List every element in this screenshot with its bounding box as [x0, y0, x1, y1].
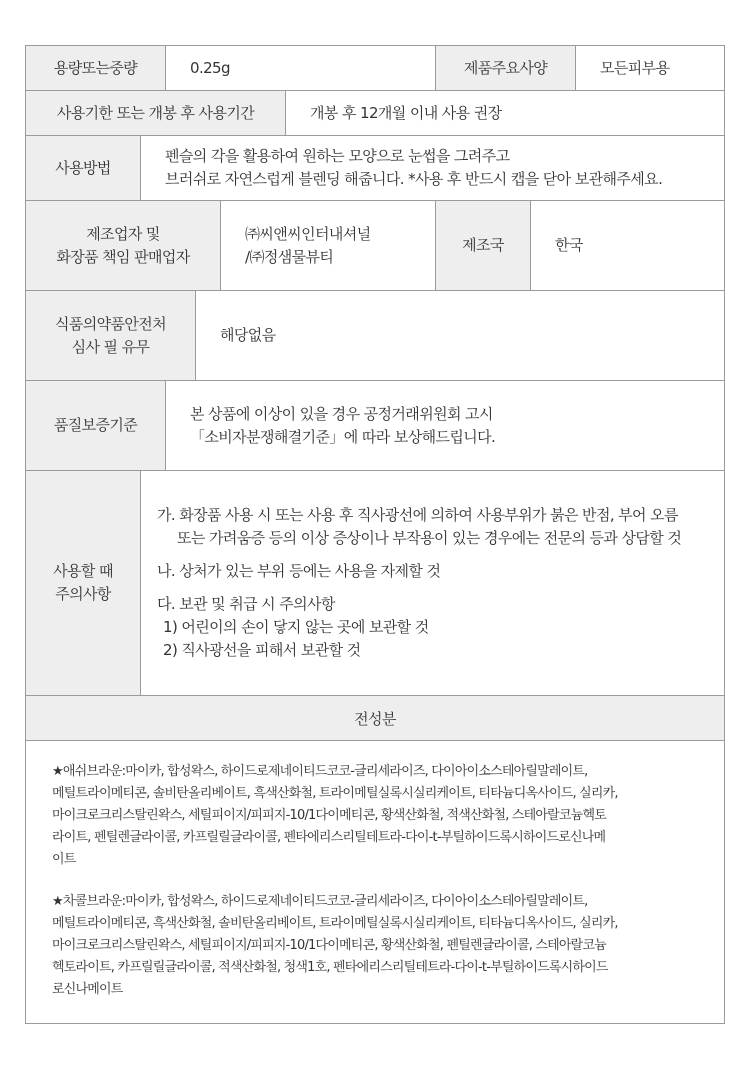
quality-line: 「소비자분쟁해결기준」에 따라 보상해드립니다. — [190, 427, 496, 446]
caution-label — [26, 471, 141, 695]
caution-item-c — [157, 593, 429, 662]
capacity-value: 0.25g — [166, 46, 436, 90]
caution-line: 가. 화장품 사용 시 또는 사용 후 직사광선에 의하여 사용부위가 붉은 반점, 부어 오름 — [157, 506, 678, 524]
manufacturer-line: /㈜정샘물뷰티 — [245, 247, 334, 266]
expiry-value: 개봉 후 12개월 이내 사용 권장 — [310, 103, 502, 122]
quality-label: 품질보증기준 — [26, 381, 166, 470]
manufacturer-value — [221, 201, 436, 290]
ingredients-ash-brown — [52, 761, 724, 871]
row-quality — [26, 381, 724, 471]
caution-value — [141, 471, 724, 695]
label-line: 주의사항 — [55, 585, 111, 603]
ingredient-line: 라이트, 펜틸렌글라이콜, 카프릴릴글라이콜, 펜타에리스리틸테트라-다이-t-부틸하이드록시하이드로신나메 — [52, 830, 606, 845]
ingredient-line: 로신나메이트 — [52, 982, 123, 997]
caution-line: 다. 보관 및 취급 시 주의사항 — [157, 595, 335, 613]
ingredients-list — [26, 741, 724, 1024]
usage-line: 펜슬의 각을 활용하여 원하는 모양으로 눈썹을 그려주고 — [165, 147, 510, 165]
usage-line: 브러쉬로 자연스럽게 블렌딩 해줍니다. *사용 후 반드시 캡을 닫아 보관해주세요. — [165, 170, 663, 188]
quality-line: 본 상품에 이상이 있을 경우 공정거래위원회 고시 — [190, 404, 493, 423]
ingredient-line: 헥토라이트, 카프릴릴글라이콜, 적색산화철, 청색1호, 펜타에리스리틸테트라-다이-t-부틸하이드록시하이드 — [52, 960, 608, 975]
spec-value: 모든피부용 — [600, 58, 670, 77]
label-line: 화장품 책임 판매업자 — [56, 247, 190, 266]
label-line: 사용할 때 — [53, 562, 113, 580]
caution-item-a — [157, 504, 681, 550]
caution-line: 2) 직사광선을 피해서 보관할 것 — [163, 641, 361, 659]
manufacturer-line: ㈜씨앤씨인터내셔널 — [245, 224, 371, 243]
country-label: 제조국 — [436, 201, 531, 290]
caution-line: 1) 어린이의 손이 닿지 않는 곳에 보관할 것 — [163, 618, 429, 636]
row-mfds — [26, 291, 724, 381]
label-line: 식품의약품안전처 — [54, 314, 167, 333]
usage-value — [141, 136, 724, 200]
row-expiry — [26, 91, 724, 136]
ingredient-line: 메틸트라이메티콘, 솔비탄올리베이트, 흑색산화철, 트라이메틸실록시실리케이트, 티타늄디옥사이드, 실리카, — [52, 786, 618, 801]
row-usage — [26, 136, 724, 201]
manufacturer-label — [26, 201, 221, 290]
caution-line: 또는 가려움증 등의 이상 증상이나 부작용이 있는 경우에는 전문의 등과 상담할 것 — [177, 529, 682, 547]
ingredient-line: 마이크로크리스탈린왁스, 세틸피이지/피피지-10/1다이메티콘, 황색산화철, 적색산화철, 스테아랄코늄헥토 — [52, 808, 606, 823]
ingredient-line: ★애쉬브라운:마이카, 합성왁스, 하이드로제네이티드코코-글리세라이즈, 다이아이소스테아릴말레이트, — [52, 764, 588, 779]
row-capacity — [26, 46, 724, 91]
label-line: 심사 필 유무 — [71, 337, 150, 356]
ingredients-header: 전성분 — [26, 696, 724, 741]
spec-label: 제품주요사양 — [436, 46, 576, 90]
quality-value — [166, 381, 724, 470]
ingredient-line: ★차콜브라운:마이카, 합성왁스, 하이드로제네이티드코코-글리세라이즈, 다이아이소스테아릴말레이트, — [52, 894, 588, 909]
ingredient-line: 메틸트라이메티콘, 흑색산화철, 솔비탄올리베이트, 트라이메틸실록시실리케이트, 티타늄디옥사이드, 실리카, — [52, 916, 618, 931]
ingredient-line: 마이크로크리스탈린왁스, 세틸피이지/피피지-10/1다이메티콘, 황색산화철, 펜틸렌글라이콜, 스테아랄코늄 — [52, 938, 606, 953]
mfds-label — [26, 291, 196, 380]
country-value: 한국 — [555, 236, 583, 254]
usage-label: 사용방법 — [26, 136, 141, 200]
label-line: 제조업자 및 — [86, 224, 160, 243]
mfds-value: 해당없음 — [220, 326, 276, 344]
ingredient-line: 이트 — [52, 852, 76, 867]
capacity-label: 용량또는중량 — [26, 46, 166, 90]
expiry-label: 사용기한 또는 개봉 후 사용기간 — [26, 91, 286, 135]
product-info-table — [25, 45, 725, 1024]
ingredients-charcoal-brown — [52, 891, 724, 1001]
row-manufacturer — [26, 201, 724, 291]
caution-item-b: 나. 상처가 있는 부위 등에는 사용을 자제할 것 — [157, 562, 441, 580]
row-caution — [26, 471, 724, 696]
